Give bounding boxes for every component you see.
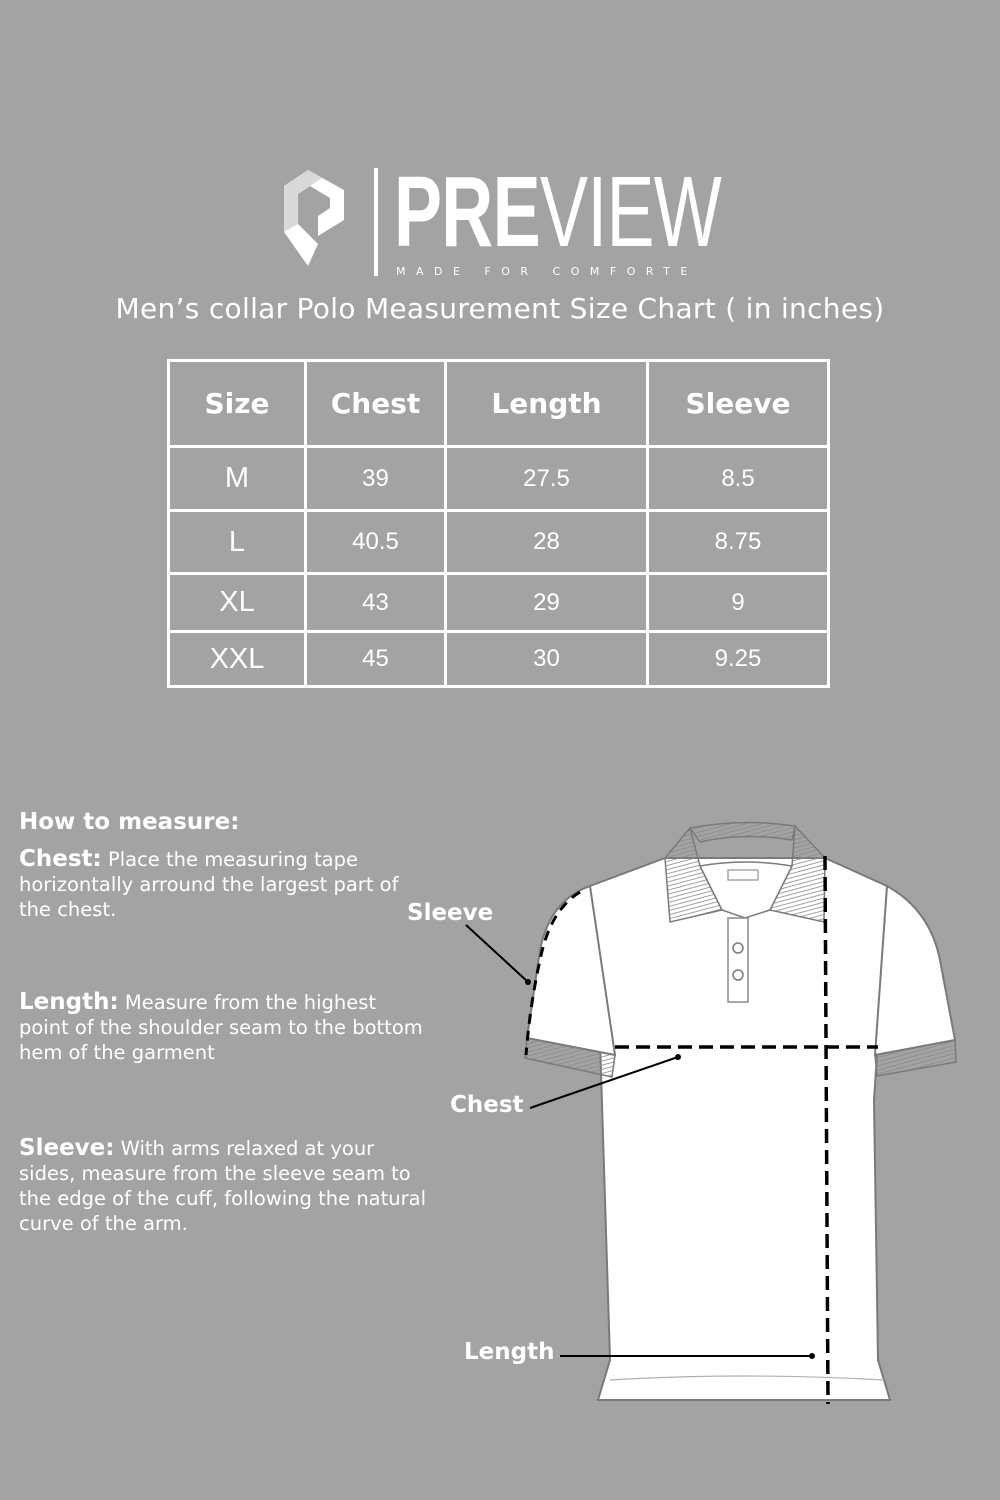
- chest-description: Place the measuring tape horizontally arround the largest part of the chest.: [19, 848, 399, 921]
- sleeve-cell: 8.75: [648, 511, 829, 574]
- sleeve-cell: 8.5: [648, 447, 829, 511]
- chest-label: Chest: [450, 1092, 524, 1118]
- howto-chest: [19, 847, 429, 922]
- brand-name-light: VIEW: [539, 156, 722, 268]
- preview-logo-icon: [278, 166, 350, 270]
- size-cell: XXL: [169, 632, 306, 687]
- size-cell: L: [169, 511, 306, 574]
- length-cell: 27.5: [446, 447, 648, 511]
- howto-heading: How to measure:: [19, 809, 240, 835]
- sleeve-label: Sleeve: [407, 900, 494, 926]
- sleeve-cell: 9: [648, 574, 829, 632]
- length-cell: 29: [446, 574, 648, 632]
- length-term: Length:: [19, 989, 119, 1015]
- table-row: [169, 632, 829, 687]
- page-title: Men’s collar Polo Measurement Size Chart ( in inches): [115, 292, 885, 325]
- size-cell: M: [169, 447, 306, 511]
- length-cell: 28: [446, 511, 648, 574]
- table-row: [169, 574, 829, 632]
- table-row: [169, 447, 829, 511]
- chest-cell: 39: [306, 447, 446, 511]
- sleeve-cell: 9.25: [648, 632, 829, 687]
- table-header-row: [169, 361, 829, 447]
- how-to-measure: [19, 809, 429, 1235]
- sleeve-description: With arms relaxed at your sides, measure from the sleeve seam to the edge of the cuff, following the natural curve of the arm.: [19, 1137, 427, 1235]
- chest-cell: 40.5: [306, 511, 446, 574]
- chest-cell: 43: [306, 574, 446, 632]
- chest-cell: 45: [306, 632, 446, 687]
- length-cell: 30: [446, 632, 648, 687]
- sleeve-term: Sleeve:: [19, 1135, 115, 1161]
- header-sleeve: Sleeve: [648, 361, 829, 447]
- howto-length: [19, 990, 429, 1065]
- placket: [728, 918, 748, 1002]
- brand-name: [394, 156, 722, 268]
- length-label: Length: [464, 1339, 555, 1365]
- size-cell: XL: [169, 574, 306, 632]
- header-chest: Chest: [306, 361, 446, 447]
- table-row: [169, 511, 829, 574]
- logo-divider: [374, 168, 378, 276]
- header-length: Length: [446, 361, 648, 447]
- brand-logo: [278, 156, 728, 285]
- brand-tagline: MADE FOR COMFORTE: [396, 265, 698, 278]
- howto-sleeve: [19, 1136, 429, 1236]
- header-size: Size: [169, 361, 306, 447]
- chest-term: Chest:: [19, 846, 102, 872]
- brand-name-bold: PRE: [394, 156, 540, 268]
- length-description: Measure from the highest point of the shoulder seam to the bottom hem of the garment: [19, 991, 423, 1064]
- size-table: [167, 359, 830, 688]
